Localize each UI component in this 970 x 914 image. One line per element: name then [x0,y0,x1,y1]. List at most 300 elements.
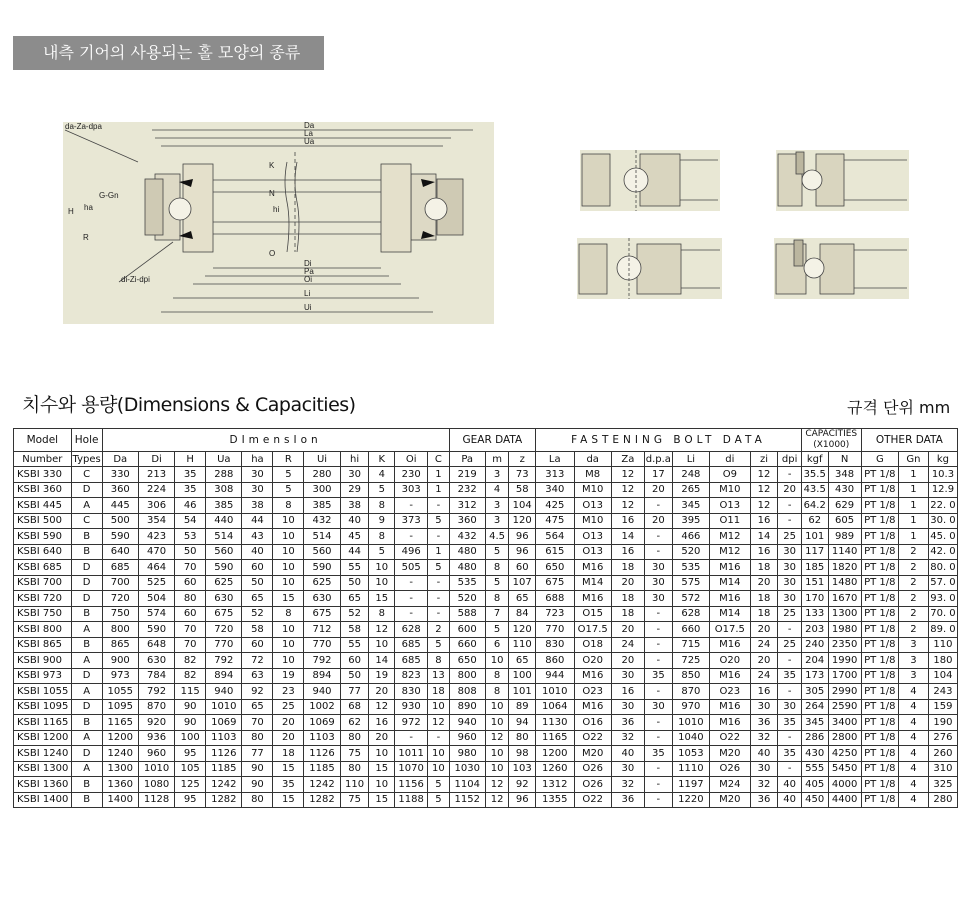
column-header: dpi [778,452,801,467]
table-cell: 1010 [536,684,574,700]
table-cell: 5450 [828,761,861,777]
svg-text:G-Gn: G-Gn [99,191,119,200]
table-cell: - [395,575,428,591]
table-cell: O17.5 [710,622,751,638]
table-cell: 430 [828,482,861,498]
table-cell: 5 [428,637,449,653]
table-cell: - [644,529,672,545]
table-cell: PT 1/8 [861,591,898,607]
model-number-cell: KSBI 1360 [14,777,72,793]
table-cell: 628 [395,622,428,638]
table-cell: 525 [138,575,174,591]
table-cell: - [644,777,672,793]
table-cell: B [71,606,102,622]
table-cell: 2800 [828,730,861,746]
table-cell: D [71,575,102,591]
table-cell: 30 [644,560,672,576]
model-number-cell: KSBI 1095 [14,699,72,715]
model-number-cell: KSBI 445 [14,498,72,514]
table-cell: 1011 [395,746,428,762]
table-cell: 70 [175,560,206,576]
table-cell: 80 [242,730,273,746]
column-header: N [828,452,861,467]
table-cell: 12.9 [928,482,957,498]
table-cell: 1220 [672,792,709,808]
table-cell: A [71,622,102,638]
table-cell: 1260 [536,761,574,777]
table-cell: O20 [574,653,611,669]
table-cell: 10 [369,560,395,576]
table-cell: M16 [710,668,751,684]
table-cell: 1 [428,467,449,483]
table-cell: 64.2 [801,498,828,514]
table-cell: 30 [611,699,644,715]
svg-text:Pa: Pa [304,267,314,276]
column-header: da [574,452,611,467]
table-cell: 107 [509,575,536,591]
table-cell: 30 [611,761,644,777]
table-cell: M24 [710,777,751,793]
table-cell: 20 [611,653,644,669]
table-cell: 77 [242,746,273,762]
table-row [14,622,958,638]
table-cell: 445 [102,498,138,514]
table-cell: 770 [536,622,574,638]
hole-type-a-drawing [580,150,720,211]
table-cell: 94 [509,715,536,731]
table-cell: 675 [206,606,242,622]
svg-text:hi: hi [273,205,280,214]
table-cell: 2350 [828,637,861,653]
table-cell: 110 [928,637,957,653]
table-cell: 60 [509,560,536,576]
table-cell: 770 [206,637,242,653]
table-cell: 93. 0 [928,591,957,607]
table-cell: 8 [369,606,395,622]
model-number-cell: KSBI 1165 [14,715,72,731]
bearing-drawing [63,122,494,324]
table-cell: D [71,746,102,762]
table-cell: 13 [428,668,449,684]
table-cell: 20 [273,715,304,731]
table-cell: 5 [485,622,508,638]
table-cell: 55 [340,560,369,576]
table-cell: 25 [273,699,304,715]
table-cell: - [428,606,449,622]
table-row [14,730,958,746]
table-cell: 630 [206,591,242,607]
table-cell: 95 [175,746,206,762]
table-cell: 970 [672,699,709,715]
table-cell: 38 [242,498,273,514]
table-cell: 40 [340,513,369,529]
table-cell: 504 [138,591,174,607]
table-cell: 36 [611,792,644,808]
table-cell: PT 1/8 [861,606,898,622]
table-cell: 72 [242,653,273,669]
model-number-cell: KSBI 500 [14,513,72,529]
column-header: zi [750,452,778,467]
table-cell: B [71,792,102,808]
table-cell: PT 1/8 [861,622,898,638]
table-row [14,668,958,684]
table-cell: 340 [536,482,574,498]
column-header: Number [14,452,72,467]
table-cell: 103 [509,761,536,777]
column-header: hi [340,452,369,467]
svg-text:N: N [269,189,275,198]
table-cell: 308 [206,482,242,498]
table-cell: 712 [304,622,340,638]
table-cell: 4 [899,699,929,715]
table-cell: 720 [102,591,138,607]
table-cell: 1282 [304,792,340,808]
table-cell: 286 [801,730,828,746]
svg-text:La: La [304,129,313,138]
table-cell: 151 [801,575,828,591]
table-cell: - [778,467,801,483]
table-cell: 35 [644,668,672,684]
table-cell: 104 [509,498,536,514]
table-cell: 920 [138,715,174,731]
table-cell: 36 [750,792,778,808]
column-header: di [710,452,751,467]
table-cell: A [71,761,102,777]
table-cell: 30 [778,575,801,591]
table-cell: D [71,668,102,684]
table-cell: 20 [750,575,778,591]
table-cell: PT 1/8 [861,792,898,808]
table-cell: 1282 [206,792,242,808]
table-cell: 823 [395,668,428,684]
table-cell: 30 [778,699,801,715]
table-cell: 1300 [828,606,861,622]
table-cell: - [428,529,449,545]
model-number-cell: KSBI 700 [14,575,72,591]
table-cell: 65 [242,591,273,607]
table-row [14,699,958,715]
table-cell: 792 [304,653,340,669]
table-cell: - [395,591,428,607]
table-cell: 325 [928,777,957,793]
table-row [14,653,958,669]
table-cell: 430 [801,746,828,762]
hole-type-diagram-a [580,150,720,211]
table-cell: 73 [509,467,536,483]
table-cell: 15 [273,591,304,607]
table-cell: 60 [242,637,273,653]
table-cell: 1069 [304,715,340,731]
table-cell: 10 [485,715,508,731]
table-cell: 3 [485,513,508,529]
table-cell: 1 [899,467,929,483]
table-cell: - [644,544,672,560]
table-cell: 12 [485,792,508,808]
table-cell: 35 [175,482,206,498]
table-cell: 1140 [828,544,861,560]
table-cell: 1126 [304,746,340,762]
table-cell: 1152 [449,792,485,808]
svg-text:ha: ha [84,203,93,212]
table-cell: 15 [369,591,395,607]
table-cell: 1990 [828,653,861,669]
table-cell: 80 [340,730,369,746]
table-cell: M16 [710,637,751,653]
table-cell: 10 [273,513,304,529]
table-cell: 65 [509,653,536,669]
table-cell: - [644,730,672,746]
column-header: m [485,452,508,467]
table-cell: 3 [485,467,508,483]
table-cell: 35 [778,746,801,762]
table-cell: 1103 [206,730,242,746]
table-cell: 590 [138,622,174,638]
table-cell: 973 [102,668,138,684]
table-cell: O22 [574,730,611,746]
table-cell: 58 [509,482,536,498]
table-cell: 10 [485,746,508,762]
table-cell: 30 [778,544,801,560]
dimensions-capacities-table [13,428,958,808]
table-cell: 1010 [138,761,174,777]
table-cell: M14 [574,575,611,591]
table-cell: 1040 [672,730,709,746]
table-cell: - [644,653,672,669]
table-cell: M14 [710,606,751,622]
table-cell: M8 [574,467,611,483]
table-cell: 930 [395,699,428,715]
table-cell: 62 [801,513,828,529]
table-cell: 32 [611,777,644,793]
table-body [14,467,958,808]
table-cell: 675 [536,575,574,591]
table-cell: D [71,591,102,607]
table-cell: 35.5 [801,467,828,483]
table-cell: PT 1/8 [861,684,898,700]
table-cell: 10 [273,637,304,653]
table-cell: 8 [369,498,395,514]
table-cell: 972 [395,715,428,731]
table-cell: 7 [485,606,508,622]
table-cell: 10 [273,529,304,545]
table-cell: 89 [509,699,536,715]
table-cell: 5 [428,560,449,576]
table-cell: 8 [369,529,395,545]
model-number-cell: KSBI 865 [14,637,72,653]
table-cell: M10 [710,482,751,498]
table-cell: 425 [536,498,574,514]
model-number-cell: KSBI 640 [14,544,72,560]
table-cell: 1064 [536,699,574,715]
table-cell: M10 [574,513,611,529]
table-cell: 110 [509,637,536,653]
table-cell: 900 [102,653,138,669]
table-cell: 8 [428,653,449,669]
table-cell: O17.5 [574,622,611,638]
table-cell: 10 [369,637,395,653]
table-cell: 6 [485,637,508,653]
table-cell: 60 [175,575,206,591]
table-cell: - [778,622,801,638]
table-cell: 52 [340,606,369,622]
table-cell: 890 [449,699,485,715]
table-cell: 685 [395,653,428,669]
table-cell: 60 [175,606,206,622]
table-cell: 1130 [536,715,574,731]
table-cell: 18 [611,560,644,576]
table-cell: 203 [801,622,828,638]
table-cell: 25 [778,606,801,622]
table-cell: 20 [611,622,644,638]
table-cell: 10 [428,761,449,777]
table-cell: 12 [611,467,644,483]
table-cell: 960 [138,746,174,762]
hole-type-diagram-b [776,150,909,211]
model-number-cell: KSBI 750 [14,606,72,622]
table-cell: 2 [899,560,929,576]
table-cell: 30 [242,482,273,498]
table-cell: 4 [899,684,929,700]
table-cell: 5 [273,482,304,498]
other-data-header: OTHER DATA [861,429,957,452]
table-cell: 16 [750,544,778,560]
table-cell: 720 [206,622,242,638]
table-cell: 101 [509,684,536,700]
table-cell: 14 [611,529,644,545]
table-cell: O9 [710,467,751,483]
table-cell: - [644,684,672,700]
table-cell: 936 [138,730,174,746]
table-cell: 830 [536,637,574,653]
table-cell: 4 [899,761,929,777]
table-cell: 75 [340,792,369,808]
svg-text:R: R [83,233,89,242]
table-cell: 30 [778,560,801,576]
svg-text:Ua: Ua [304,137,315,146]
table-cell: 30 [750,761,778,777]
table-cell: 50 [242,575,273,591]
table-cell: 18 [750,606,778,622]
table-cell: B [71,529,102,545]
table-cell: 1480 [828,575,861,591]
table-cell: 4 [899,746,929,762]
table-cell: 230 [395,467,428,483]
table-cell: B [71,777,102,793]
table-cell: O11 [710,513,751,529]
section-banner: 내측 기어의 사용되는 홀 모양의 종류 [13,36,324,70]
table-cell: 440 [206,513,242,529]
table-cell: PT 1/8 [861,513,898,529]
table-cell: 10 [369,746,395,762]
table-cell: A [71,653,102,669]
table-cell: 16 [369,715,395,731]
table-cell: 80 [340,761,369,777]
column-header: Gn [899,452,929,467]
table-cell: 385 [304,498,340,514]
table-row [14,606,958,622]
table-cell: O23 [710,684,751,700]
table-cell: PT 1/8 [861,730,898,746]
table-cell: 90 [175,699,206,715]
table-cell: 685 [395,637,428,653]
table-cell: 115 [175,684,206,700]
table-cell: 784 [138,668,174,684]
table-cell: 1312 [536,777,574,793]
column-header: Types [72,453,101,465]
model-number-cell: KSBI 1240 [14,746,72,762]
table-cell: 45. 0 [928,529,957,545]
table-section-title: 치수와 용량(Dimensions & Capacities) [22,394,356,416]
table-cell: 15 [273,761,304,777]
table-cell: - [428,730,449,746]
table-cell: 44 [242,513,273,529]
table-cell: 10 [428,699,449,715]
table-cell: O23 [574,684,611,700]
model-number-cell: KSBI 330 [14,467,72,483]
table-cell: M12 [710,544,751,560]
table-cell: 312 [449,498,485,514]
table-cell: 58 [242,622,273,638]
table-cell: 42. 0 [928,544,957,560]
table-cell: 70 [175,622,206,638]
table-cell: 700 [102,575,138,591]
table-cell: 5 [428,777,449,793]
table-cell: D [71,699,102,715]
hole-type-diagram-d [774,238,909,299]
table-cell: 625 [206,575,242,591]
table-cell: 385 [206,498,242,514]
table-cell: 35 [644,746,672,762]
table-cell: 30 [242,467,273,483]
table-cell: 44 [340,544,369,560]
table-cell: 12 [750,482,778,498]
table-cell: 25 [778,637,801,653]
table-cell: 535 [449,575,485,591]
table-cell: 4250 [828,746,861,762]
table-cell: 50 [340,575,369,591]
table-row [14,467,958,483]
table-cell: 555 [801,761,828,777]
table-cell: 4400 [828,792,861,808]
column-header: Di [138,452,174,467]
table-cell: 2 [899,591,929,607]
table-cell: 96 [509,529,536,545]
table-cell: 8 [485,668,508,684]
table-cell: 92 [509,777,536,793]
table-cell: 480 [449,560,485,576]
table-cell: 54 [175,513,206,529]
table-row [14,560,958,576]
table-cell: 685 [102,560,138,576]
svg-text:da-Za-dpa: da-Za-dpa [65,122,102,131]
table-cell: 1165 [102,715,138,731]
table-cell: 1 [899,513,929,529]
table-cell: M20 [710,746,751,762]
table-cell: 68 [340,699,369,715]
table-cell: 224 [138,482,174,498]
table-cell: 4 [369,467,395,483]
table-cell: 660 [672,622,709,638]
table-cell: M12 [710,529,751,545]
table-cell: 1820 [828,560,861,576]
table-cell: 3400 [828,715,861,731]
table-cell: O13 [574,529,611,545]
table-cell: 650 [449,653,485,669]
table-cell: 120 [509,513,536,529]
table-row [14,777,958,793]
table-cell: 1010 [206,699,242,715]
table-cell: 98 [509,746,536,762]
